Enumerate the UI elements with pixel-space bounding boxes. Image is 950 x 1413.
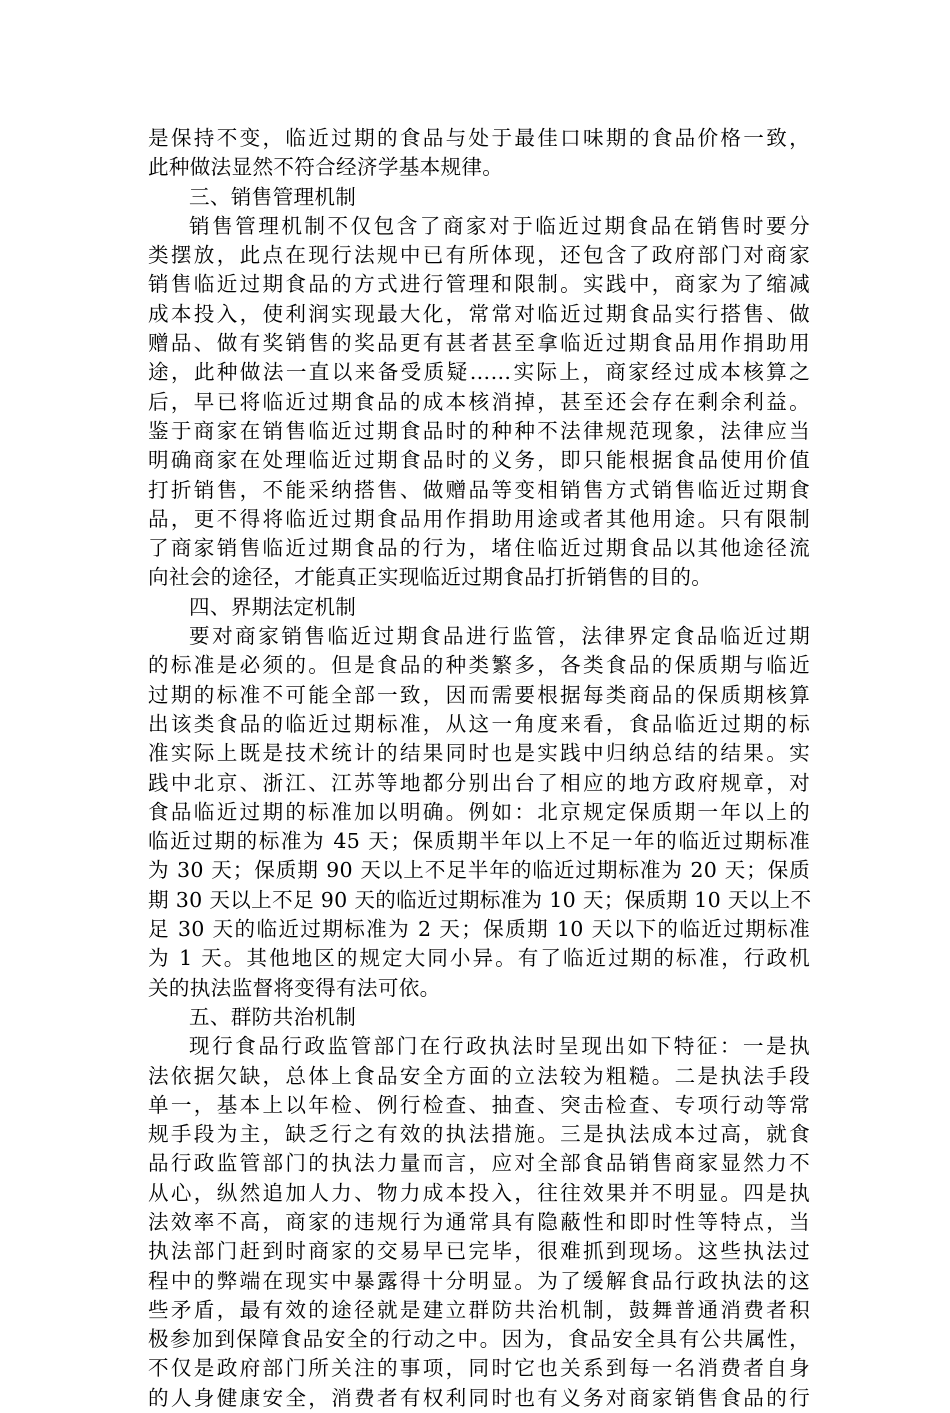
- text-line: 法效率不高，商家的违规行为通常具有隐蔽性和即时性等特点，当: [148, 1209, 810, 1234]
- text-line: 此种做法显然不符合经济学基本规律。: [148, 155, 504, 180]
- text-line: 法依据欠缺，总体上食品安全方面的立法较为粗糙。二是执法手段: [148, 1063, 810, 1088]
- text-line: 现行食品行政监管部门在行政执法时呈现出如下特征：一是执: [189, 1034, 810, 1059]
- text-line: 鉴于商家在销售临近过期食品时的种种不法律规范现象，法律应当: [148, 418, 810, 443]
- text-line: 食品临近过期的标准加以明确。例如：北京规定保质期一年以上的: [148, 799, 810, 824]
- text-line: 过期的标准不可能全部一致，因而需要根据每类商品的保质期核算: [148, 682, 810, 707]
- text-line: 后，早已将临近过期食品的成本核消掉，甚至还会存在剩余利益。: [148, 389, 810, 414]
- text-line: 赠品、做有奖销售的奖品更有甚者甚至拿临近过期食品用作捐助用: [148, 331, 810, 356]
- section-heading-joint-prevention: 五、群防共治机制: [189, 1004, 357, 1029]
- text-line: 为 1 天。其他地区的规定大同小异。有了临近过期的标准，行政机: [148, 946, 810, 971]
- paragraph-expiry-standard: [148, 622, 810, 1003]
- text-line: 准实际上既是技术统计的结果同时也是实践中归纳总结的结果。实: [148, 741, 810, 766]
- text-line: 不仅是政府部门所关注的事项，同时它也关系到每一名消费者自身: [148, 1356, 810, 1381]
- text-line: 出该类食品的临近过期标准，从这一角度来看，食品临近过期的标: [148, 711, 810, 736]
- text-line: 单一，基本上以年检、例行检查、抽查、突击检查、专项行动等常: [148, 1092, 810, 1117]
- text-line: 要对商家销售临近过期食品进行监管，法律界定食品临近过期: [189, 624, 810, 649]
- text-line: 些矛盾，最有效的途径就是建立群防共治机制，鼓舞普通消费者积: [148, 1297, 810, 1322]
- text-line: 期 30 天以上不足 90 天的临近过期标准为 10 天；保质期 10 天以上不: [148, 887, 812, 912]
- text-line: 打折销售，不能采纳搭售、做赠品等变相销售方式销售临近过期食: [148, 477, 810, 502]
- text-line: 类摆放，此点在现行法规中已有所体现，还包含了政府部门对商家: [148, 243, 810, 268]
- text-line: 临近过期的标准为 45 天；保质期半年以上不足一年的临近过期标准: [148, 829, 810, 854]
- text-line: 关的执法监督将变得有法可依。: [148, 975, 441, 1000]
- paragraph-continuation: [148, 124, 810, 183]
- text-line: 了商家销售临近过期食品的行为，堵住临近过期食品以其他途径流: [148, 536, 810, 561]
- text-line: 足 30 天的临近过期标准为 2 天；保质期 10 天以下的临近过期标准: [148, 917, 810, 942]
- text-line: 销售管理机制不仅包含了商家对于临近过期食品在销售时要分: [189, 213, 810, 238]
- paragraph-sales-management: [148, 212, 810, 593]
- text-line: 践中北京、浙江、江苏等地都分别出台了相应的地方政府规章，对: [148, 770, 810, 795]
- text-line: 品行政监管部门的执法力量而言，应对全部食品销售商家显然力不: [148, 1151, 810, 1176]
- text-line: 成本投入，使利润实现最大化，常常对临近过期食品实行搭售、做: [148, 301, 810, 326]
- text-line: 是保持不变，临近过期的食品与处于最佳口味期的食品价格一致，: [148, 126, 810, 150]
- body-text: [148, 124, 810, 1413]
- text-line: 极参加到保障食品安全的行动之中。因为，食品安全具有公共属性，: [148, 1327, 810, 1352]
- text-line: 执法部门赶到时商家的交易早已完毕，很难抓到现场。这些执法过: [148, 1239, 810, 1264]
- section-heading-sales-management: 三、销售管理机制: [189, 184, 357, 209]
- text-line: 品，更不得将临近过期食品用作捐助用途或者其他用途。只有限制: [148, 506, 810, 531]
- text-line: 规手段为主，缺乏行之有效的执法措施。三是执法成本过高，就食: [148, 1122, 810, 1147]
- text-line: 明确商家在处理临近过期食品时的义务，即只能根据食品使用价值: [148, 448, 810, 473]
- paragraph-joint-prevention: [148, 1032, 810, 1413]
- text-line: 为 30 天；保质期 90 天以上不足半年的临近过期标准为 20 天；保质: [148, 858, 810, 883]
- text-line: 的人身健康安全，消费者有权利同时也有义务对商家销售食品的行: [148, 1385, 810, 1410]
- text-line: 销售临近过期食品的方式进行管理和限制。实践中，商家为了缩减: [148, 272, 810, 297]
- text-line: 从心，纵然追加人力、物力成本投入，往往效果并不明显。四是执: [148, 1180, 810, 1205]
- section-heading-expiry-standard: 四、界期法定机制: [189, 594, 357, 619]
- text-line: 向社会的途径，才能真正实现临近过期食品打折销售的目的。: [148, 565, 713, 590]
- text-line: 的标准是必须的。但是食品的种类繁多，各类食品的保质期与临近: [148, 653, 810, 678]
- text-line: 途，此种做法一直以来备受质疑……实际上，商家经过成本核算之: [148, 360, 810, 385]
- text-line: 程中的弊端在现实中暴露得十分明显。为了缓解食品行政执法的这: [148, 1268, 810, 1293]
